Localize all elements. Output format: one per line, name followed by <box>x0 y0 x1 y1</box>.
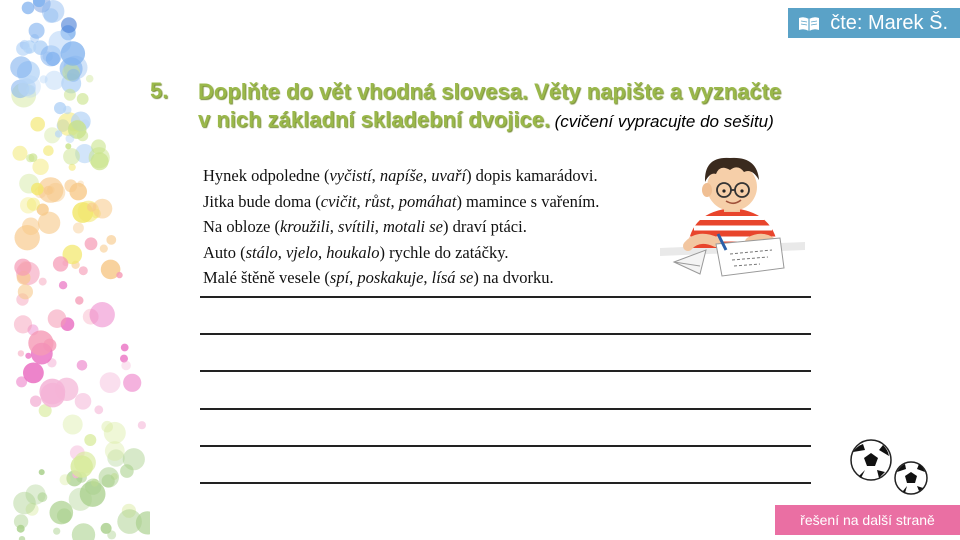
bokeh-circle <box>78 181 84 187</box>
bokeh-circle <box>31 183 44 196</box>
answer-line <box>200 482 811 484</box>
verb-option: uvaří <box>431 166 467 185</box>
bokeh-circle <box>19 75 41 97</box>
bokeh-circle <box>48 309 67 328</box>
bokeh-circle <box>100 245 108 253</box>
bokeh-circle <box>77 360 88 371</box>
bokeh-circle <box>25 353 31 359</box>
verb-option: vjelo <box>285 242 319 262</box>
bokeh-circle <box>14 259 31 276</box>
bokeh-circle <box>29 153 38 162</box>
task-title-line2: v nich základní skladební dvojice. <box>198 107 551 132</box>
bokeh-circle <box>60 474 71 485</box>
bokeh-circle <box>45 71 64 90</box>
bokeh-circle <box>85 479 101 495</box>
bokeh-circle <box>105 441 125 461</box>
verb-option: růst <box>364 191 391 211</box>
verb-option: cvičit <box>320 191 357 211</box>
bokeh-circle <box>50 501 74 525</box>
bokeh-circle <box>61 41 85 65</box>
book-icon <box>798 15 820 31</box>
sentence-start: Jitka bude doma ( <box>203 191 321 211</box>
sentence-end: ) draví ptáci. <box>443 217 527 236</box>
bokeh-circle <box>43 145 54 156</box>
bokeh-circle <box>55 130 62 137</box>
bokeh-circle <box>14 514 28 528</box>
bokeh-circle <box>117 509 142 534</box>
answer-line <box>200 370 811 372</box>
exercise-sentence: Malé štěně vesele (spí, poskakuje, lísá se) na dvorku. <box>203 268 554 287</box>
verb-option: poskakuje <box>357 268 424 287</box>
verb-option: houkalo <box>326 242 380 262</box>
bokeh-circle <box>53 528 60 535</box>
bokeh-decoration <box>0 0 150 540</box>
verb-option: kroužili <box>279 217 330 236</box>
bokeh-circle <box>66 134 75 143</box>
bokeh-circle <box>94 405 103 414</box>
bokeh-circle <box>123 374 141 392</box>
task-number: 5. <box>150 78 169 103</box>
bokeh-circle <box>39 278 47 286</box>
sentence-start: Hynek odpoledne ( <box>203 166 330 185</box>
sentence-start: Auto ( <box>203 242 246 262</box>
bokeh-circle <box>67 69 80 82</box>
exercise-sentence: Hynek odpoledne (vyčistí, napíše, uvaří) dopis kamarádovi. <box>203 166 598 185</box>
bokeh-circle <box>63 415 83 435</box>
bokeh-circle <box>10 56 32 78</box>
bokeh-circle <box>27 198 40 211</box>
bokeh-circle <box>90 302 115 327</box>
exercise-sentence: Na obloze (kroužili, svítili, motali se) draví ptáci. <box>203 217 527 236</box>
bokeh-circle <box>91 139 106 154</box>
sentence-start: Malé štěně vesele ( <box>203 268 330 287</box>
bokeh-circle <box>59 281 67 289</box>
bokeh-circle <box>99 467 119 487</box>
bokeh-circle <box>44 8 59 23</box>
bokeh-circle <box>63 106 71 114</box>
bokeh-circle <box>39 379 65 405</box>
bokeh-circle <box>46 183 65 202</box>
bokeh-circle <box>84 434 96 446</box>
bokeh-circle <box>19 536 25 540</box>
bokeh-circle <box>121 361 131 371</box>
bokeh-circle <box>25 484 45 504</box>
verb-option: motali se <box>382 217 443 236</box>
sentence-end: ) mamince s vařením. <box>456 191 600 211</box>
bokeh-circle <box>30 396 41 407</box>
bokeh-circle <box>22 2 35 15</box>
bokeh-circle <box>104 422 126 444</box>
bokeh-circle <box>75 296 83 304</box>
bokeh-circle <box>39 469 45 475</box>
bokeh-circle <box>18 350 24 356</box>
task-note: (cvičení vypracujte do sešitu) <box>554 112 774 131</box>
verb-option: napíše <box>379 166 423 185</box>
bokeh-circle <box>73 223 84 234</box>
answer-line <box>200 445 811 447</box>
bokeh-circle <box>30 34 39 43</box>
verb-option: svítili <box>338 217 375 236</box>
bokeh-circle <box>23 363 44 384</box>
sentence-end: ) na dvorku. <box>473 268 554 287</box>
bokeh-circle <box>77 93 89 105</box>
bokeh-circle <box>72 523 95 540</box>
verb-option: lísá se <box>431 268 474 287</box>
verb-option: pomáhat <box>398 191 457 211</box>
bokeh-circle <box>106 235 116 245</box>
reader-label: čte: Marek Š. <box>830 11 948 34</box>
bokeh-circle <box>75 393 92 410</box>
bokeh-circle <box>22 218 40 236</box>
bokeh-circle <box>116 272 122 278</box>
bokeh-circle <box>53 256 68 271</box>
task-title-line1: Doplňte do vět vhodná slovesa. Věty napište a vyznačte <box>198 79 782 104</box>
bokeh-circle <box>14 315 32 333</box>
bokeh-circle <box>13 146 28 161</box>
bokeh-circle <box>101 523 112 534</box>
bokeh-circle <box>71 455 93 477</box>
bokeh-circle <box>28 330 53 355</box>
exercise-sentences <box>203 163 663 291</box>
bokeh-circle <box>87 202 96 211</box>
answer-line <box>200 408 811 410</box>
bokeh-circle <box>18 284 33 299</box>
exercise-sentence: Auto (stálo, vjelo, houkalo) rychle do zatáčky. <box>203 242 509 262</box>
next-page-solution-button[interactable]: řešení na další straně <box>775 505 960 535</box>
verb-option: spí <box>329 268 350 287</box>
bokeh-circle <box>85 237 98 250</box>
sentence-end: ) rychle do zatáčky. <box>379 242 509 262</box>
bokeh-circle <box>121 344 129 352</box>
bokeh-circle <box>64 179 77 192</box>
sentence-start: Na obloze ( <box>203 217 280 236</box>
bokeh-circle <box>138 421 146 429</box>
exercise-sentence: Jitka bude doma (cvičit, růst, pomáhat) mamince s vařením. <box>203 191 600 211</box>
soccer-balls-illustration <box>845 436 935 498</box>
sentence-end: ) dopis kamarádovi. <box>466 166 598 185</box>
verb-option: vyčistí <box>329 166 372 185</box>
bokeh-circle <box>61 17 77 33</box>
reader-badge <box>788 8 960 38</box>
bokeh-circle <box>123 448 145 470</box>
bokeh-circle <box>79 266 88 275</box>
bokeh-circle <box>30 117 45 132</box>
bokeh-circle <box>26 48 32 54</box>
boy-writing-illustration <box>660 150 805 290</box>
bokeh-circle <box>86 75 94 83</box>
bokeh-circle <box>63 148 80 165</box>
bokeh-circle <box>64 89 76 101</box>
verb-option: stálo <box>245 242 278 262</box>
bokeh-circle <box>100 372 121 393</box>
answer-line <box>200 333 811 335</box>
answer-line <box>200 296 811 298</box>
